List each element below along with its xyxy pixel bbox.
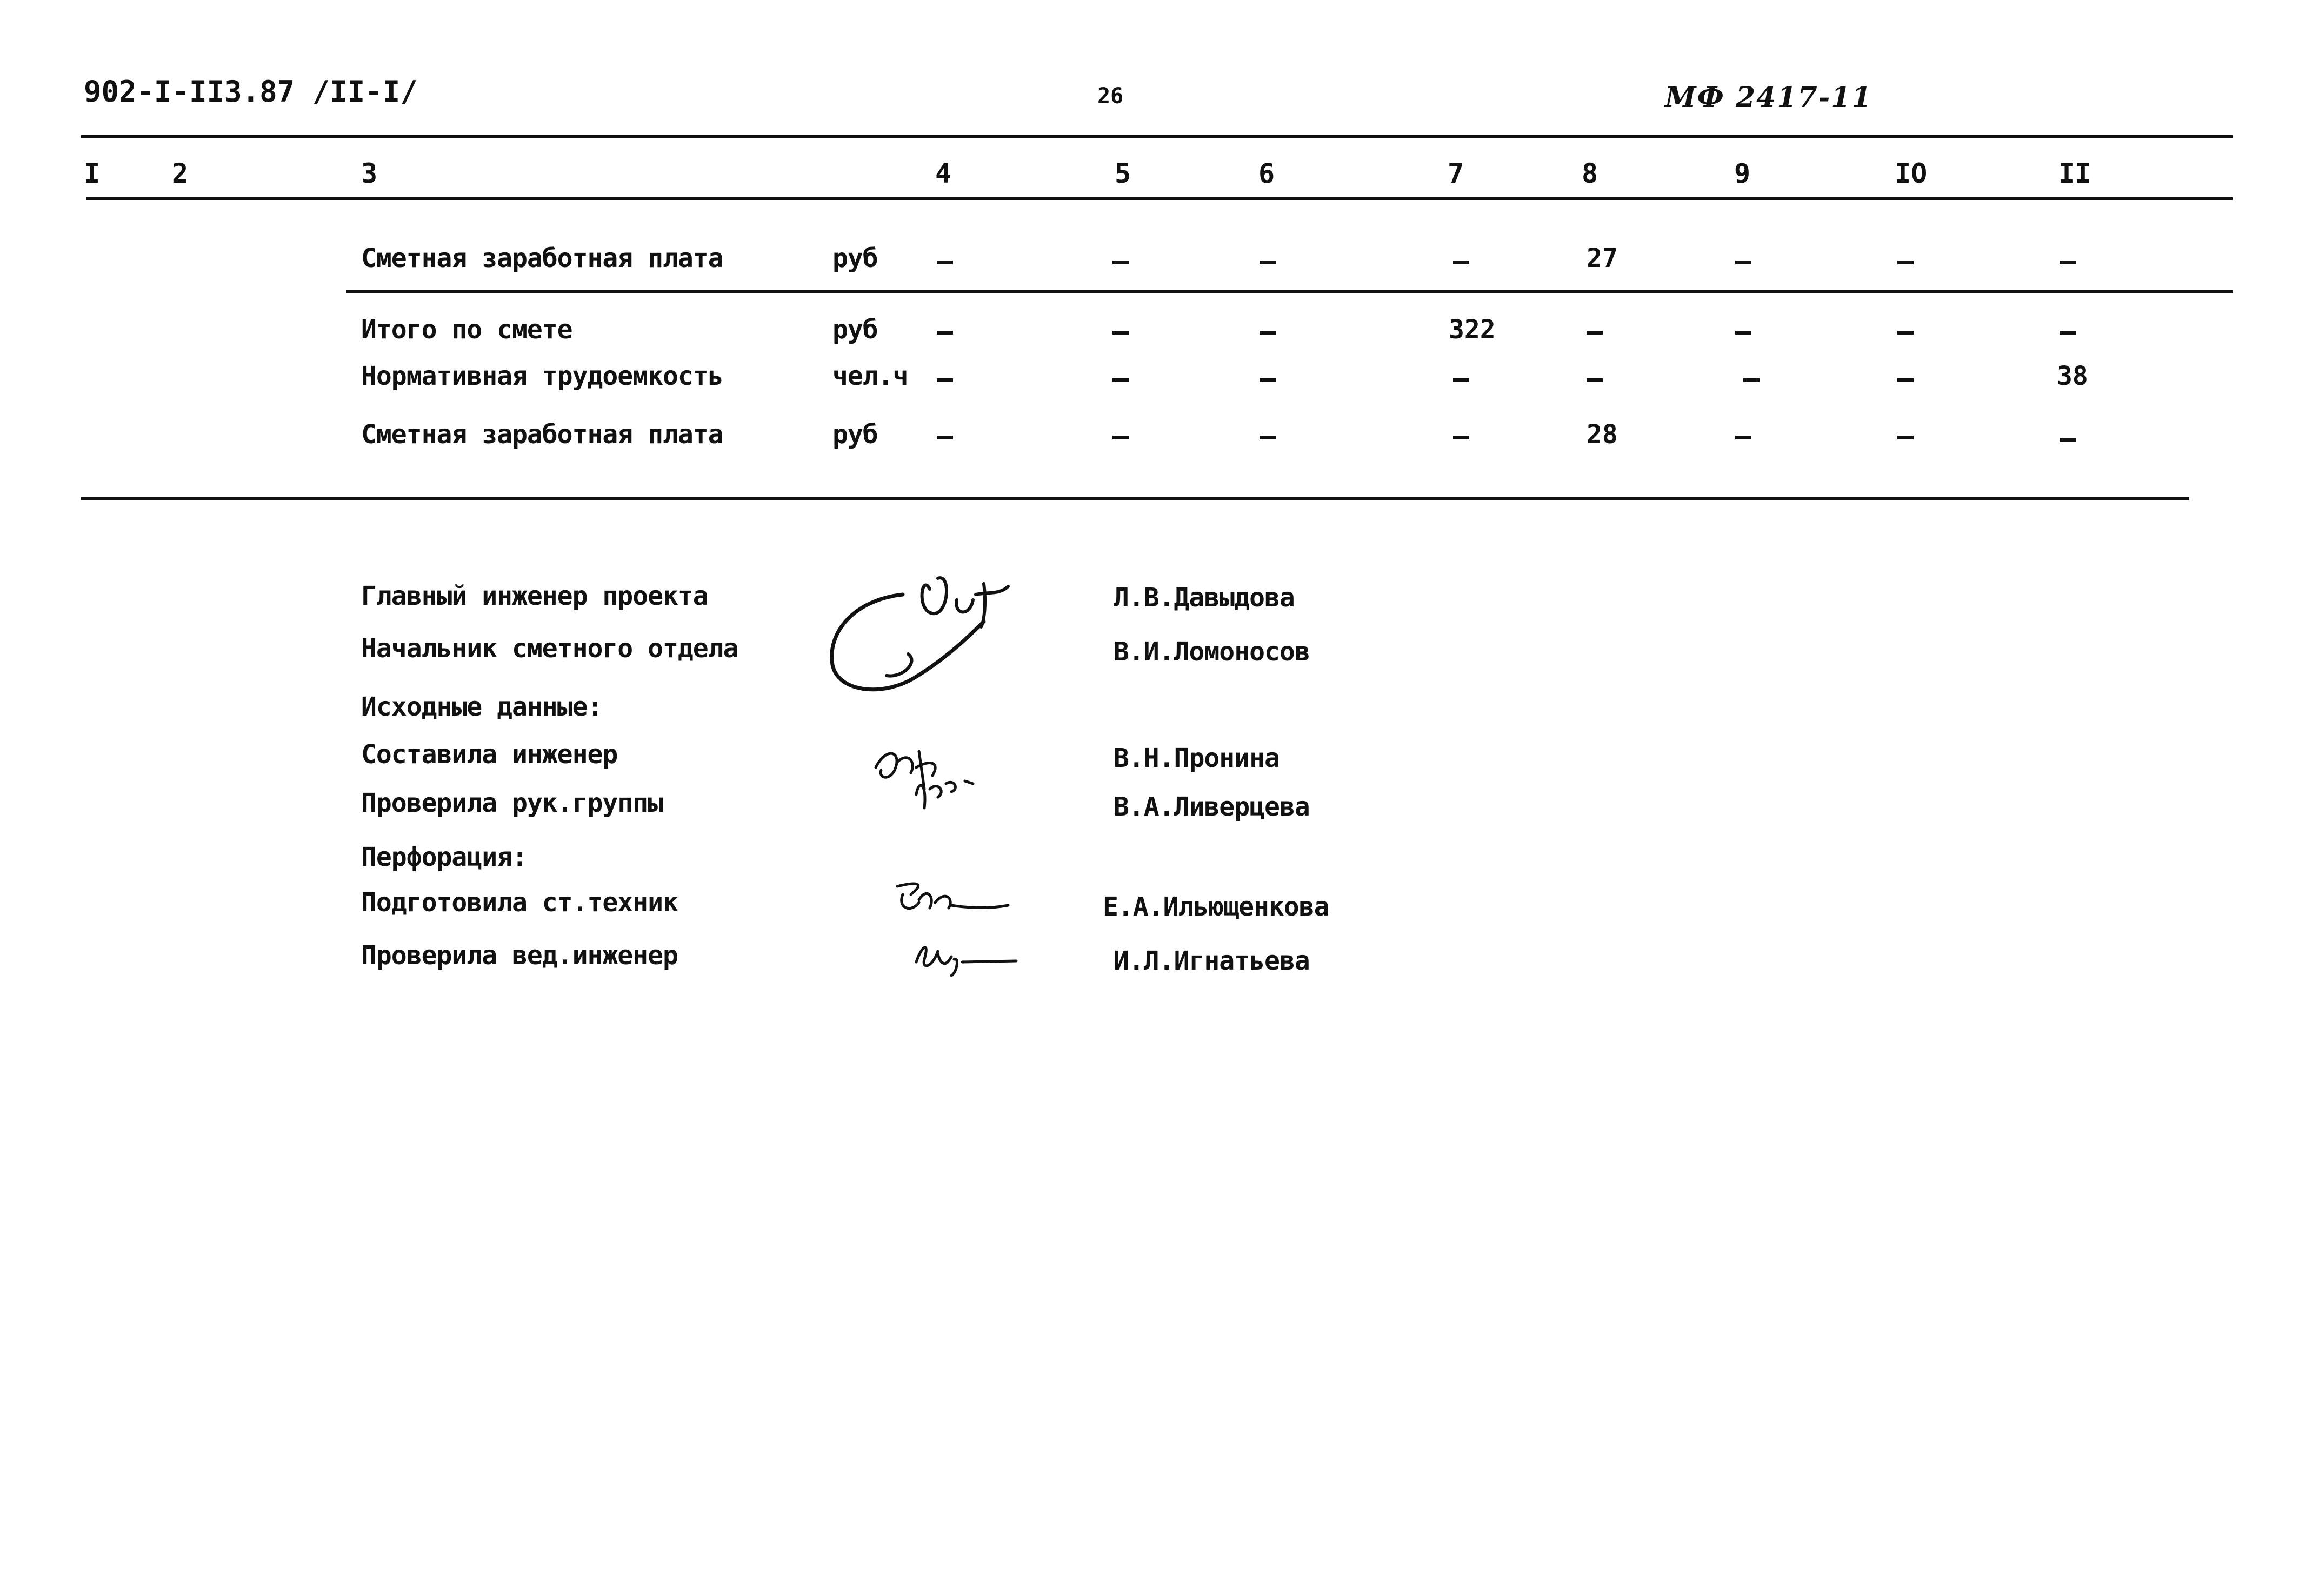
- name-chief-engineer: Л.В.Давыдова: [1114, 583, 1295, 613]
- empty-value-dash: [2060, 261, 2076, 264]
- column-number: I: [84, 158, 101, 189]
- empty-value-dash: [937, 261, 953, 264]
- role-prepared-by: Подготовила ст.техник: [361, 887, 678, 918]
- empty-value-dash: [1743, 378, 1760, 382]
- empty-value-dash: [1112, 261, 1129, 264]
- empty-value-dash: [1897, 331, 1914, 335]
- name-checked-lead: И.Л.Игнатьева: [1114, 946, 1310, 976]
- empty-value-dash: [1735, 436, 1751, 439]
- column-number: 9: [1734, 158, 1751, 189]
- column-number: 7: [1448, 158, 1464, 189]
- empty-value-dash: [1260, 436, 1276, 439]
- column-number: 5: [1115, 158, 1131, 189]
- empty-value-dash: [937, 436, 953, 439]
- document-code: 902-I-II3.87 /II-I/: [84, 75, 418, 109]
- column-number: II: [2058, 158, 2091, 189]
- role-estimate-head: Начальник сметного отдела: [361, 633, 738, 664]
- empty-value-dash: [937, 378, 953, 382]
- empty-value-dash: [1587, 378, 1603, 382]
- empty-value-dash: [1112, 436, 1129, 439]
- column-number: IO: [1895, 158, 1928, 189]
- cell-value: 27: [1587, 243, 1618, 273]
- empty-value-dash: [1897, 261, 1914, 264]
- signature-prepared-by: [887, 876, 1027, 924]
- column-number: 3: [361, 158, 378, 189]
- name-prepared-by: Е.А.Ильющенкова: [1103, 892, 1329, 922]
- role-checked-group: Проверила рук.группы: [361, 788, 663, 818]
- name-compiled-by: В.Н.Пронина: [1114, 743, 1280, 773]
- row-label: Сметная заработная плата: [361, 243, 723, 273]
- cell-value: 322: [1449, 315, 1496, 345]
- source-data-heading: Исходные данные:: [361, 692, 603, 722]
- row-label: Нормативная трудоемкость: [361, 361, 723, 391]
- cell-value: 28: [1587, 419, 1618, 450]
- empty-value-dash: [1112, 378, 1129, 382]
- role-chief-engineer: Главный инженер проекта: [361, 581, 708, 611]
- table-section-rule: [346, 290, 2233, 293]
- perforation-heading: Перфорация:: [361, 842, 527, 872]
- signature-chief-engineer: [822, 562, 1049, 713]
- row-label: Сметная заработная плата: [361, 419, 723, 450]
- name-checked-group: В.А.Ливерцева: [1114, 792, 1310, 822]
- row-unit: руб: [832, 243, 878, 273]
- signature-checked-lead: [908, 930, 1032, 984]
- signature-compiled-by: [865, 730, 1027, 838]
- column-number: 2: [172, 158, 189, 189]
- row-unit: чел.ч: [832, 361, 908, 391]
- role-checked-lead: Проверила вед.инженер: [361, 940, 678, 971]
- empty-value-dash: [1897, 378, 1914, 382]
- column-number: 8: [1582, 158, 1598, 189]
- table-bottom-rule: [81, 497, 2189, 500]
- empty-value-dash: [937, 331, 953, 335]
- empty-value-dash: [1735, 331, 1751, 335]
- empty-value-dash: [1260, 331, 1276, 335]
- empty-value-dash: [1260, 378, 1276, 382]
- row-unit: руб: [832, 419, 878, 450]
- table-top-rule: [81, 135, 2233, 138]
- page-number: 26: [1097, 84, 1124, 109]
- archive-stamp: МФ 2417-11: [1665, 81, 1872, 114]
- role-compiled-by: Составила инженер: [361, 739, 618, 770]
- table-header-rule: [86, 197, 2233, 200]
- row-label: Итого по смете: [361, 315, 572, 345]
- empty-value-dash: [1897, 436, 1914, 439]
- empty-value-dash: [1260, 261, 1276, 264]
- empty-value-dash: [1735, 261, 1751, 264]
- cell-value: 38: [2057, 361, 2088, 391]
- column-number: 4: [935, 158, 952, 189]
- empty-value-dash: [2060, 438, 2076, 442]
- row-unit: руб: [832, 315, 878, 345]
- empty-value-dash: [1453, 261, 1469, 264]
- empty-value-dash: [1453, 436, 1469, 439]
- column-number: 6: [1258, 158, 1275, 189]
- empty-value-dash: [1453, 378, 1469, 382]
- empty-value-dash: [2060, 331, 2076, 335]
- empty-value-dash: [1587, 331, 1603, 335]
- empty-value-dash: [1112, 331, 1129, 335]
- name-estimate-head: В.И.Ломоносов: [1114, 637, 1310, 667]
